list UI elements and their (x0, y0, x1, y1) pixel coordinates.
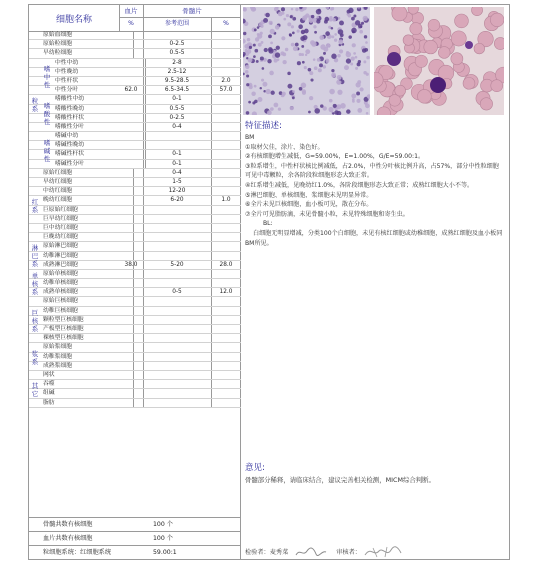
cell-blood-pct (119, 297, 144, 305)
features-line: ⑦全片可见脂肪滴，未见骨髓小粒，未见特殊细胞和寄生虫。 (245, 210, 409, 218)
cell-ref-range (143, 380, 212, 388)
cell-ref-range (143, 325, 212, 333)
cell-name: 嗜碱性分叶 (29, 160, 146, 168)
table-row (29, 31, 241, 40)
cell-bone-pct (211, 105, 241, 113)
table-row (29, 399, 241, 408)
features-line: ③粒系增生，中性杆状核比例减低，占2.0%，中性分叶核比例升高，占57%，部分中性粒细胞可见中毒颗粒，余各阶段粒细胞形态大致正常。 (245, 162, 499, 180)
table-row (29, 86, 241, 95)
cell-bone-pct: 1.0 (221, 197, 231, 204)
table-row (29, 187, 241, 196)
cell-bone-pct (211, 353, 241, 361)
cell-name: 裸核型巨核细胞 (29, 334, 134, 342)
cell-bone-pct (211, 242, 241, 250)
cell-ref-range (143, 31, 212, 39)
table-row (29, 261, 241, 270)
cell-bone-pct (211, 132, 241, 140)
cell-name: 原始浆细胞 (29, 343, 134, 351)
group-neutrophil: 嗜 中 性 (43, 64, 51, 89)
cell-ref-range (143, 307, 212, 315)
cell-bone-pct (211, 169, 241, 177)
cell-name: 成熟淋巴细胞 (29, 261, 134, 269)
features-description (245, 133, 503, 248)
cell-name: 嗜酸性杆状 (29, 114, 146, 122)
features-line: ⑥全片未见巨核细胞，血小板可见，散在分布。 (245, 201, 373, 209)
cell-name: 原始单核细胞 (29, 270, 134, 278)
cell-bone-pct (211, 279, 241, 287)
group-erythrocyte: 红 系 (31, 197, 39, 214)
summary-label: 血片共数有核细胞 (43, 535, 93, 542)
cell-ref-range: 2-8 (143, 59, 212, 67)
cell-blood-pct (119, 252, 144, 260)
cell-name: 原始淋巴细胞 (29, 242, 134, 250)
cell-bone-pct (211, 141, 241, 149)
cell-blood-pct (119, 59, 144, 67)
cell-bone-pct (211, 123, 241, 131)
header-bone-pct: % (223, 20, 229, 27)
cell-name: 嗜碱性杆状 (29, 150, 146, 158)
cell-bone-pct (211, 362, 241, 370)
cell-bone-pct (211, 49, 241, 57)
table-row (29, 353, 241, 362)
summary-value: 100 个 (153, 535, 173, 542)
group-eosinophil: 嗜 酸 性 (43, 101, 51, 126)
table-row (29, 371, 241, 380)
table-row (29, 178, 241, 187)
cell-blood-pct (119, 343, 144, 351)
cell-bone-pct: 57.0 (219, 87, 233, 94)
cell-blood-pct (119, 206, 144, 214)
cell-blood-pct (119, 77, 144, 85)
summary-value: 59.00:1 (153, 549, 177, 556)
cell-bone-pct (211, 31, 241, 39)
cell-name: 网状 (29, 371, 134, 379)
cell-blood-pct (119, 399, 144, 407)
table-row (29, 68, 241, 77)
cell-bone-pct (211, 297, 241, 305)
table-row (29, 224, 241, 233)
summary-row (29, 545, 241, 559)
cell-name: 幼稚单核细胞 (29, 279, 134, 287)
table-row (29, 141, 241, 150)
table-row (29, 242, 241, 251)
cell-ref-range (143, 270, 212, 278)
table-row (29, 297, 241, 306)
cell-ref-range: 0-1 (143, 160, 212, 168)
cell-blood-pct (119, 123, 144, 131)
cell-bone-pct (211, 178, 241, 186)
cell-ref-range (143, 132, 212, 140)
cell-blood-pct (119, 95, 144, 103)
cell-name: 原始血细胞 (29, 31, 134, 39)
cell-name: 中性杆状 (29, 77, 146, 85)
cell-blood-pct (119, 169, 144, 177)
table-row (29, 233, 241, 242)
cell-ref-range: 0-1 (143, 150, 212, 158)
cell-bone-pct (211, 150, 241, 158)
cell-ref-range (143, 343, 212, 351)
group-basophil: 嗜 碱 性 (43, 138, 51, 163)
cell-blood-pct (119, 242, 144, 250)
table-summary (29, 517, 241, 559)
table-row (29, 40, 241, 49)
summary-row (29, 517, 241, 531)
cell-ref-range: 0.5-5 (143, 49, 212, 57)
cell-blood-pct (119, 105, 144, 113)
cell-bone-pct (211, 399, 241, 407)
cell-blood-pct (119, 279, 144, 287)
cell-bone-pct (211, 334, 241, 342)
cell-bone-pct (211, 252, 241, 260)
cell-blood-pct (119, 224, 144, 232)
cell-bone-pct (211, 224, 241, 232)
summary-label: 骨髓共数有核细胞 (43, 521, 93, 528)
cell-blood-pct (119, 141, 144, 149)
cell-name: 产板型巨核细胞 (29, 325, 134, 333)
cell-bone-pct (211, 316, 241, 324)
opinion-text: 骨髓部分稀释，请临床结合，建议完善相关检测，MICM综合判断。 (245, 476, 435, 484)
table-row (29, 307, 241, 316)
cell-ref-range: 1-5 (143, 178, 212, 186)
cell-blood-pct (119, 362, 144, 370)
group-other: 其 它 (31, 381, 39, 398)
inspector-label: 检验者： (245, 549, 270, 556)
features-line: BL: (263, 220, 273, 228)
features-line: ⑤淋巴细胞、单核细胞、浆细胞未见明显异常。 (245, 191, 373, 199)
cell-ref-range (143, 316, 212, 324)
table-row (29, 132, 241, 141)
cell-ref-range: 2.5-12 (143, 68, 212, 76)
cell-ref-range: 0-1 (143, 95, 212, 103)
table-row (29, 389, 241, 398)
cell-ref-range: 6-20 (143, 196, 212, 204)
cell-blood-pct (119, 270, 144, 278)
cell-bone-pct (211, 270, 241, 278)
cell-bone-pct (211, 215, 241, 223)
header-cell-name: 细胞名称 (29, 5, 120, 31)
cell-ref-range (143, 334, 212, 342)
reviewer-label: 审核者： (336, 549, 361, 556)
cell-ref-range: 9.5-28.5 (143, 77, 212, 85)
header-blood: 血片 (119, 5, 144, 18)
cell-table (29, 5, 241, 559)
cell-bone-pct (211, 325, 241, 333)
features-line: 白细胞无明显增减，分类100个白细胞，未见有核红细胞或幼稚细胞，成熟红细胞及血小板同BM所见。 (245, 229, 503, 247)
table-row (29, 325, 241, 334)
cell-ref-range (143, 371, 212, 379)
table-row (29, 362, 241, 371)
cell-bone-pct: 28.0 (219, 261, 233, 268)
cell-name: 原始红细胞 (29, 169, 134, 177)
cell-name: 嗜酸性晚幼 (29, 105, 146, 113)
features-title: 特征描述: (245, 121, 282, 131)
cell-ref-range: 0-4 (143, 169, 212, 177)
inspector-signature (294, 546, 328, 558)
summary-value: 100 个 (153, 521, 173, 528)
cell-blood-pct (119, 307, 144, 315)
table-row (29, 215, 241, 224)
cell-ref-range: 12-20 (143, 187, 212, 195)
cell-blood-pct (119, 215, 144, 223)
micrograph-high-power-image (374, 7, 504, 115)
cell-blood-pct (119, 380, 144, 388)
cell-blood-pct (119, 316, 144, 324)
cell-ref-range (143, 215, 212, 223)
table-row (29, 252, 241, 261)
cell-ref-range: 0-4 (143, 123, 212, 131)
cell-ref-range: 5-20 (143, 261, 212, 269)
cell-blood-pct (119, 178, 144, 186)
group-granulocyte: 粒 系 (31, 96, 39, 113)
cell-name: 嗜碱性晚幼 (29, 141, 146, 149)
cell-name: 巨晚幼红细胞 (29, 233, 134, 241)
cell-blood-pct: 38.0 (119, 261, 144, 269)
cell-name: 中性中幼 (29, 59, 146, 67)
group-lymphocyte: 淋 巴 系 (31, 244, 39, 269)
cell-name: 早幼粒细胞 (29, 49, 134, 57)
cell-ref-range (143, 297, 212, 305)
report-sheet (28, 4, 510, 560)
summary-label: 粒细胞系统：红细胞系统 (43, 549, 112, 556)
cell-ref-range (143, 399, 212, 407)
features-line: ④红系增生减低，见晚幼红1.0%，各阶段细胞形态大致正常；成熟红细胞大小不等。 (245, 181, 474, 189)
cell-blood-pct (119, 150, 144, 158)
cell-bone-pct (211, 68, 241, 76)
cell-bone-pct (211, 114, 241, 122)
cell-name: 巨中幼红细胞 (29, 224, 134, 232)
cell-bone-pct (211, 187, 241, 195)
cell-bone-pct (211, 380, 241, 388)
reviewer-signature (363, 545, 403, 559)
group-megakaryocyte: 巨 核 系 (31, 308, 39, 333)
cell-blood-pct (119, 187, 144, 195)
table-row (29, 196, 241, 205)
cell-bone-pct: 2.0 (221, 77, 231, 84)
table-row (29, 77, 241, 86)
header-ref: 参考范围 (143, 17, 212, 31)
cell-ref-range: 0-2.5 (143, 40, 212, 48)
table-row (29, 288, 241, 297)
cell-name: 晚幼红细胞 (29, 196, 134, 204)
cell-bone-pct (211, 343, 241, 351)
features-line: ②有核细胞增生减低，G=59.00%，E=1.00%，G/E=59.00:1。 (245, 153, 425, 161)
cell-blood-pct (119, 288, 144, 296)
cell-bone-pct (211, 371, 241, 379)
cell-blood-pct (119, 334, 144, 342)
cell-name: 成熟浆细胞 (29, 362, 134, 370)
cell-blood-pct (119, 353, 144, 361)
cell-blood-pct (119, 325, 144, 333)
cell-name: 原始巨核细胞 (29, 297, 134, 305)
table-row (29, 316, 241, 325)
cell-name: 巨早幼红细胞 (29, 215, 134, 223)
cell-ref-range (143, 242, 212, 250)
cell-blood-pct (119, 132, 144, 140)
cell-bone-pct (211, 233, 241, 241)
table-row (29, 334, 241, 343)
cell-name: 嗜碱中幼 (29, 132, 146, 140)
cell-ref-range: 0-2.5 (143, 114, 212, 122)
cell-blood-pct (119, 196, 144, 204)
table-row (29, 123, 241, 132)
table-row (29, 114, 241, 123)
cell-blood-pct (119, 389, 144, 397)
cell-ref-range (143, 389, 212, 397)
group-plasma: 浆 系 (31, 349, 39, 366)
table-row (29, 270, 241, 279)
cell-name: 组碱 (29, 389, 134, 397)
cell-ref-range (143, 206, 212, 214)
cell-name: 早幼红细胞 (29, 178, 134, 186)
table-header (29, 5, 241, 32)
cell-name: 原始粒细胞 (29, 40, 134, 48)
cell-name: 巨原始红细胞 (29, 206, 134, 214)
cell-ref-range: 0.5-5 (143, 105, 212, 113)
micrograph-high-power (374, 7, 504, 115)
micrograph-panel (243, 7, 505, 115)
inspector-name: 麦秀菜 (269, 549, 289, 556)
cell-name: 幼稚巨核细胞 (29, 307, 134, 315)
cell-name: 嗜酸性中幼 (29, 95, 146, 103)
cell-ref-range (143, 362, 212, 370)
cell-bone-pct (211, 206, 241, 214)
cell-bone-pct (211, 40, 241, 48)
cell-ref-range (143, 279, 212, 287)
cell-ref-range (143, 353, 212, 361)
cell-blood-pct (119, 31, 144, 39)
cell-bone-pct: 12.0 (219, 289, 233, 296)
cell-blood-pct: 62.0 (119, 86, 144, 94)
table-row (29, 343, 241, 352)
table-row (29, 49, 241, 58)
cell-blood-pct (119, 160, 144, 168)
micrograph-low-power (243, 7, 370, 115)
cell-blood-pct (119, 68, 144, 76)
cell-blood-pct (119, 114, 144, 122)
cell-name: 幼稚浆细胞 (29, 353, 134, 361)
table-row (29, 380, 241, 389)
table-row (29, 105, 241, 114)
cell-blood-pct (119, 371, 144, 379)
table-row (29, 59, 241, 68)
cell-name: 中性分叶 (29, 86, 146, 94)
cell-blood-pct (119, 233, 144, 241)
cell-ref-range (143, 141, 212, 149)
cell-name: 中幼红细胞 (29, 187, 134, 195)
header-blood-pct: % (119, 17, 144, 31)
table-body (29, 31, 241, 408)
cell-ref-range (143, 224, 212, 232)
cell-name: 脂肪 (29, 399, 134, 407)
cell-name: 中性晚幼 (29, 68, 146, 76)
opinion-title: 意见: (245, 463, 265, 473)
cell-bone-pct (211, 95, 241, 103)
cell-ref-range (143, 233, 212, 241)
cell-bone-pct (211, 59, 241, 67)
cell-blood-pct (119, 49, 144, 57)
cell-name: 吞噬 (29, 380, 134, 388)
cell-ref-range (143, 252, 212, 260)
table-row (29, 206, 241, 215)
cell-blood-pct (119, 40, 144, 48)
micrograph-low-power-image (243, 7, 370, 115)
table-row (29, 150, 241, 159)
cell-bone-pct (211, 160, 241, 168)
table-row (29, 279, 241, 288)
table-row (29, 95, 241, 104)
cell-ref-range: 0-5 (143, 288, 212, 296)
group-monocyte: 单 核 系 (31, 271, 39, 296)
features-line: ①取材欠佳，涂片、染色好。 (245, 143, 324, 151)
cell-bone-pct (211, 389, 241, 397)
cell-bone-pct (211, 307, 241, 315)
cell-ref-range: 6.5-34.5 (143, 86, 212, 94)
summary-row (29, 531, 241, 545)
cell-name: 嗜酸性分叶 (29, 123, 146, 131)
features-line: BM (245, 134, 255, 141)
cell-name: 成熟单核细胞 (29, 288, 134, 296)
table-row (29, 169, 241, 178)
signature-row (245, 545, 505, 559)
table-row (29, 160, 241, 169)
report-right (241, 5, 509, 559)
header-bone: 骨髓片 (143, 5, 241, 18)
cell-name: 幼稚淋巴细胞 (29, 252, 134, 260)
cell-name: 颗粒型巨核细胞 (29, 316, 134, 324)
